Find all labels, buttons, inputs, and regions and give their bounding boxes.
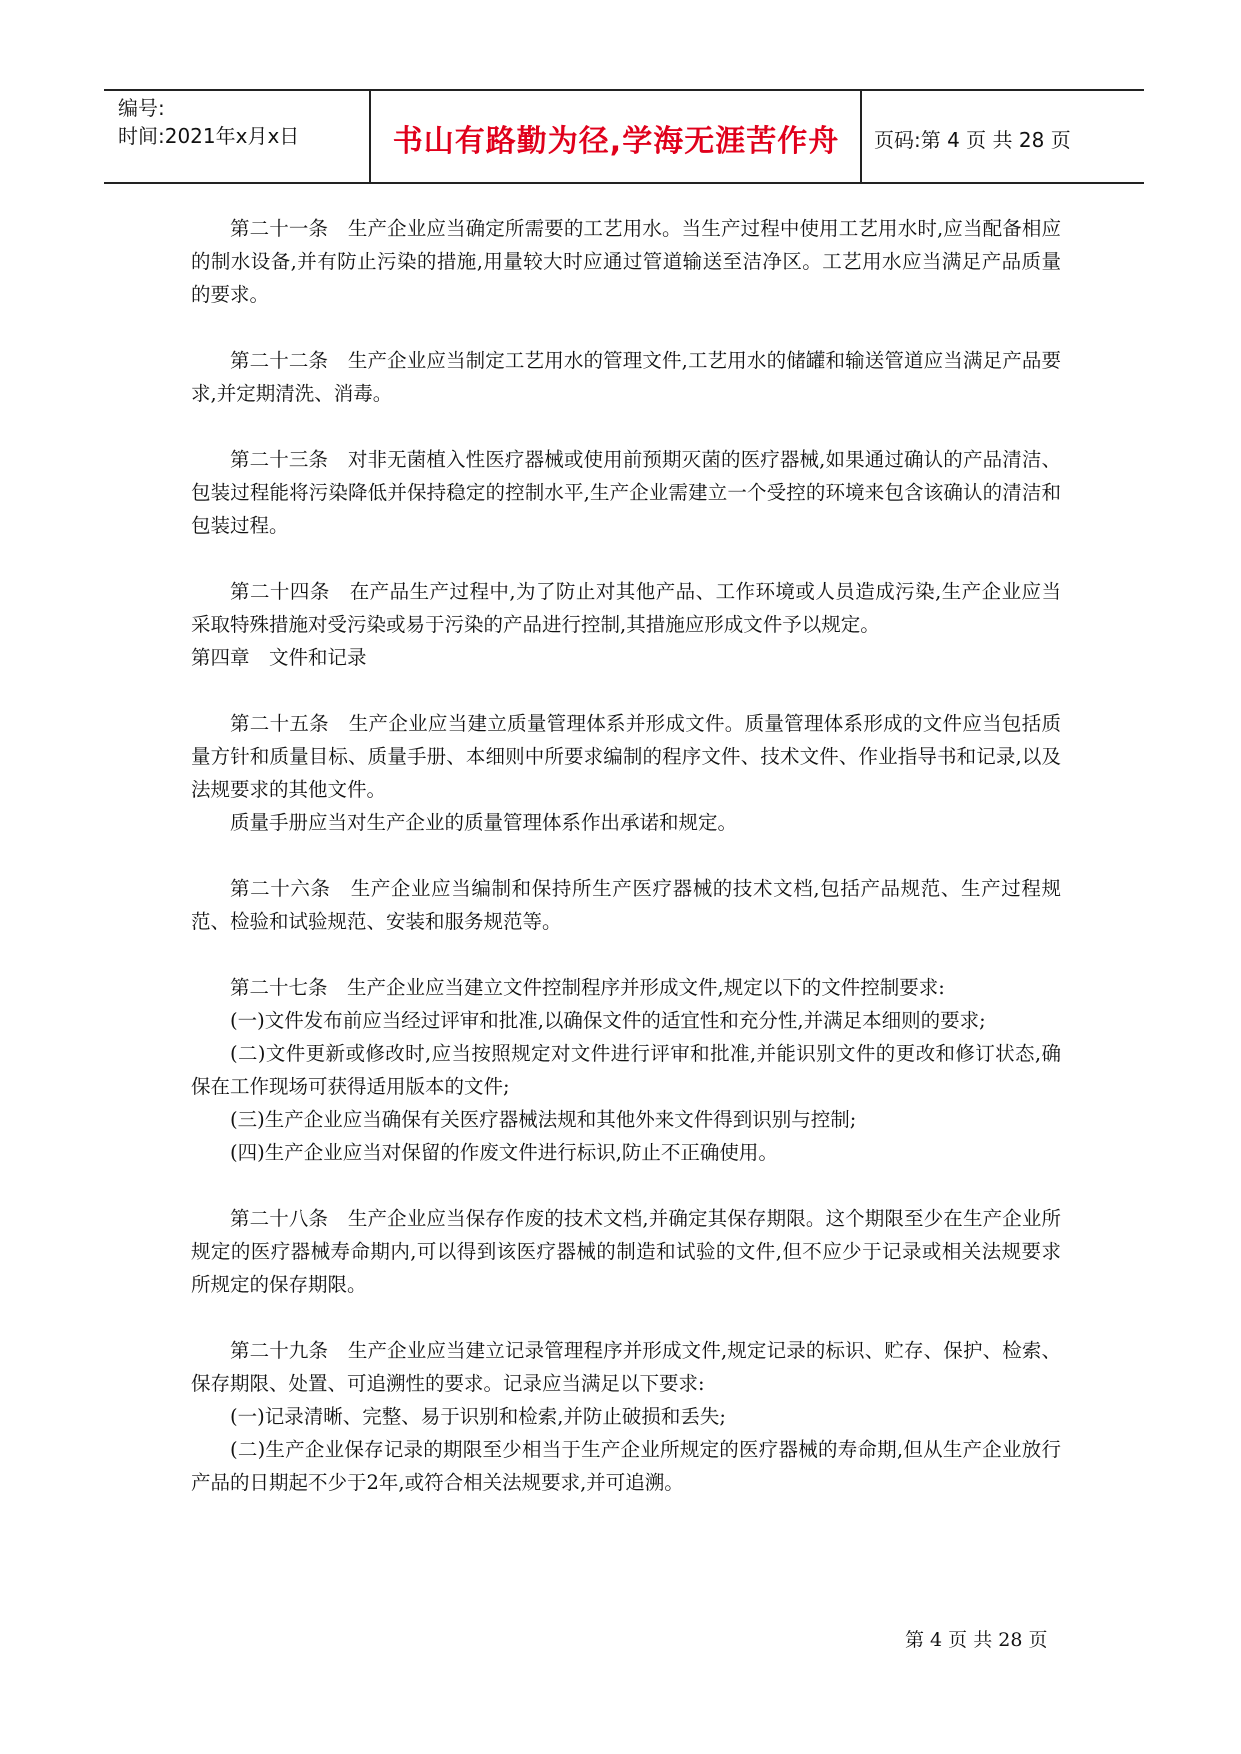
- article-25-quality-manual: 质量手册应当对生产企业的质量管理体系作出承诺和规定。: [230, 811, 738, 834]
- header-rule-top: [104, 89, 1144, 91]
- article-27-item-3: (三)生产企业应当确保有关医疗器械法规和其他外来文件得到识别与控制;: [230, 1108, 857, 1131]
- header-rule-bottom: [104, 182, 1144, 184]
- header-divider-right: [860, 89, 862, 184]
- header-meta: [118, 94, 299, 150]
- document-body: [191, 212, 1061, 1499]
- article-22: 第二十二条 生产企业应当制定工艺用水的管理文件,工艺用水的储罐和输送管道应当满足产品要求,并定期清洗、消毒。: [191, 349, 1061, 405]
- article-27: 第二十七条 生产企业应当建立文件控制程序并形成文件,规定以下的文件控制要求:: [230, 976, 945, 999]
- article-24: 第二十四条 在产品生产过程中,为了防止对其他产品、工作环境或人员造成污染,生产企业应当采取特殊措施对受污染或易于污染的产品进行控制,其措施应形成文件予以规定。: [191, 580, 1061, 636]
- footer-page-label: 第 4 页 共 28 页: [905, 1629, 1048, 1651]
- article-29-item-1: (一)记录清晰、完整、易于识别和检索,并防止破损和丢失;: [230, 1405, 726, 1428]
- article-28: 第二十八条 生产企业应当保存作废的技术文档,并确定其保存期限。这个期限至少在生产企业所规定的医疗器械寿命期内,可以得到该医疗器械的制造和试验的文件,但不应少于记录或相关法规要求所规定的保存期限。: [191, 1207, 1061, 1296]
- header-page-label: 页码:第 4 页 共 28 页: [874, 128, 1071, 152]
- chapter-4-heading: 第四章 文件和记录: [191, 646, 367, 669]
- document-number-label: 编号:: [118, 96, 165, 120]
- article-29-item-2: (二)生产企业保存记录的期限至少相当于生产企业所规定的医疗器械的寿命期,但从生产企业放行产品的日期起不少于2年,或符合相关法规要求,并可追溯。: [191, 1438, 1061, 1494]
- article-29: 第二十九条 生产企业应当建立记录管理程序并形成文件,规定记录的标识、贮存、保护、检索、保存期限、处置、可追溯性的要求。记录应当满足以下要求:: [191, 1339, 1061, 1395]
- article-25: 第二十五条 生产企业应当建立质量管理体系并形成文件。质量管理体系形成的文件应当包括质量方针和质量目标、质量手册、本细则中所要求编制的程序文件、技术文件、作业指导书和记录,以及法规要求的其他文件。: [191, 712, 1061, 801]
- article-27-item-4: (四)生产企业应当对保留的作废文件进行标识,防止不正确使用。: [230, 1141, 778, 1164]
- article-27-item-2: (二)文件更新或修改时,应当按照规定对文件进行评审和批准,并能识别文件的更改和修订状态,确保在工作现场可获得适用版本的文件;: [191, 1042, 1061, 1098]
- article-26: 第二十六条 生产企业应当编制和保持所生产医疗器械的技术文档,包括产品规范、生产过程规范、检验和试验规范、安装和服务规范等。: [191, 877, 1061, 933]
- article-23: 第二十三条 对非无菌植入性医疗器械或使用前预期灭菌的医疗器械,如果通过确认的产品清洁、包装过程能将污染降低并保持稳定的控制水平,生产企业需建立一个受控的环境来包含该确认的清洁和包装过程。: [191, 448, 1061, 537]
- header-motto: 书山有路勤为径,学海无涯苦作舟: [392, 124, 840, 159]
- header-divider-left: [369, 89, 371, 184]
- document-time-label: 时间:2021年x月x日: [118, 124, 300, 148]
- article-21: 第二十一条 生产企业应当确定所需要的工艺用水。当生产过程中使用工艺用水时,应当配备相应的制水设备,并有防止污染的措施,用量较大时应通过管道输送至洁净区。工艺用水应当满足产品质量的要求。: [191, 217, 1061, 306]
- article-27-item-1: (一)文件发布前应当经过评审和批准,以确保文件的适宜性和充分性,并满足本细则的要求;: [230, 1009, 986, 1032]
